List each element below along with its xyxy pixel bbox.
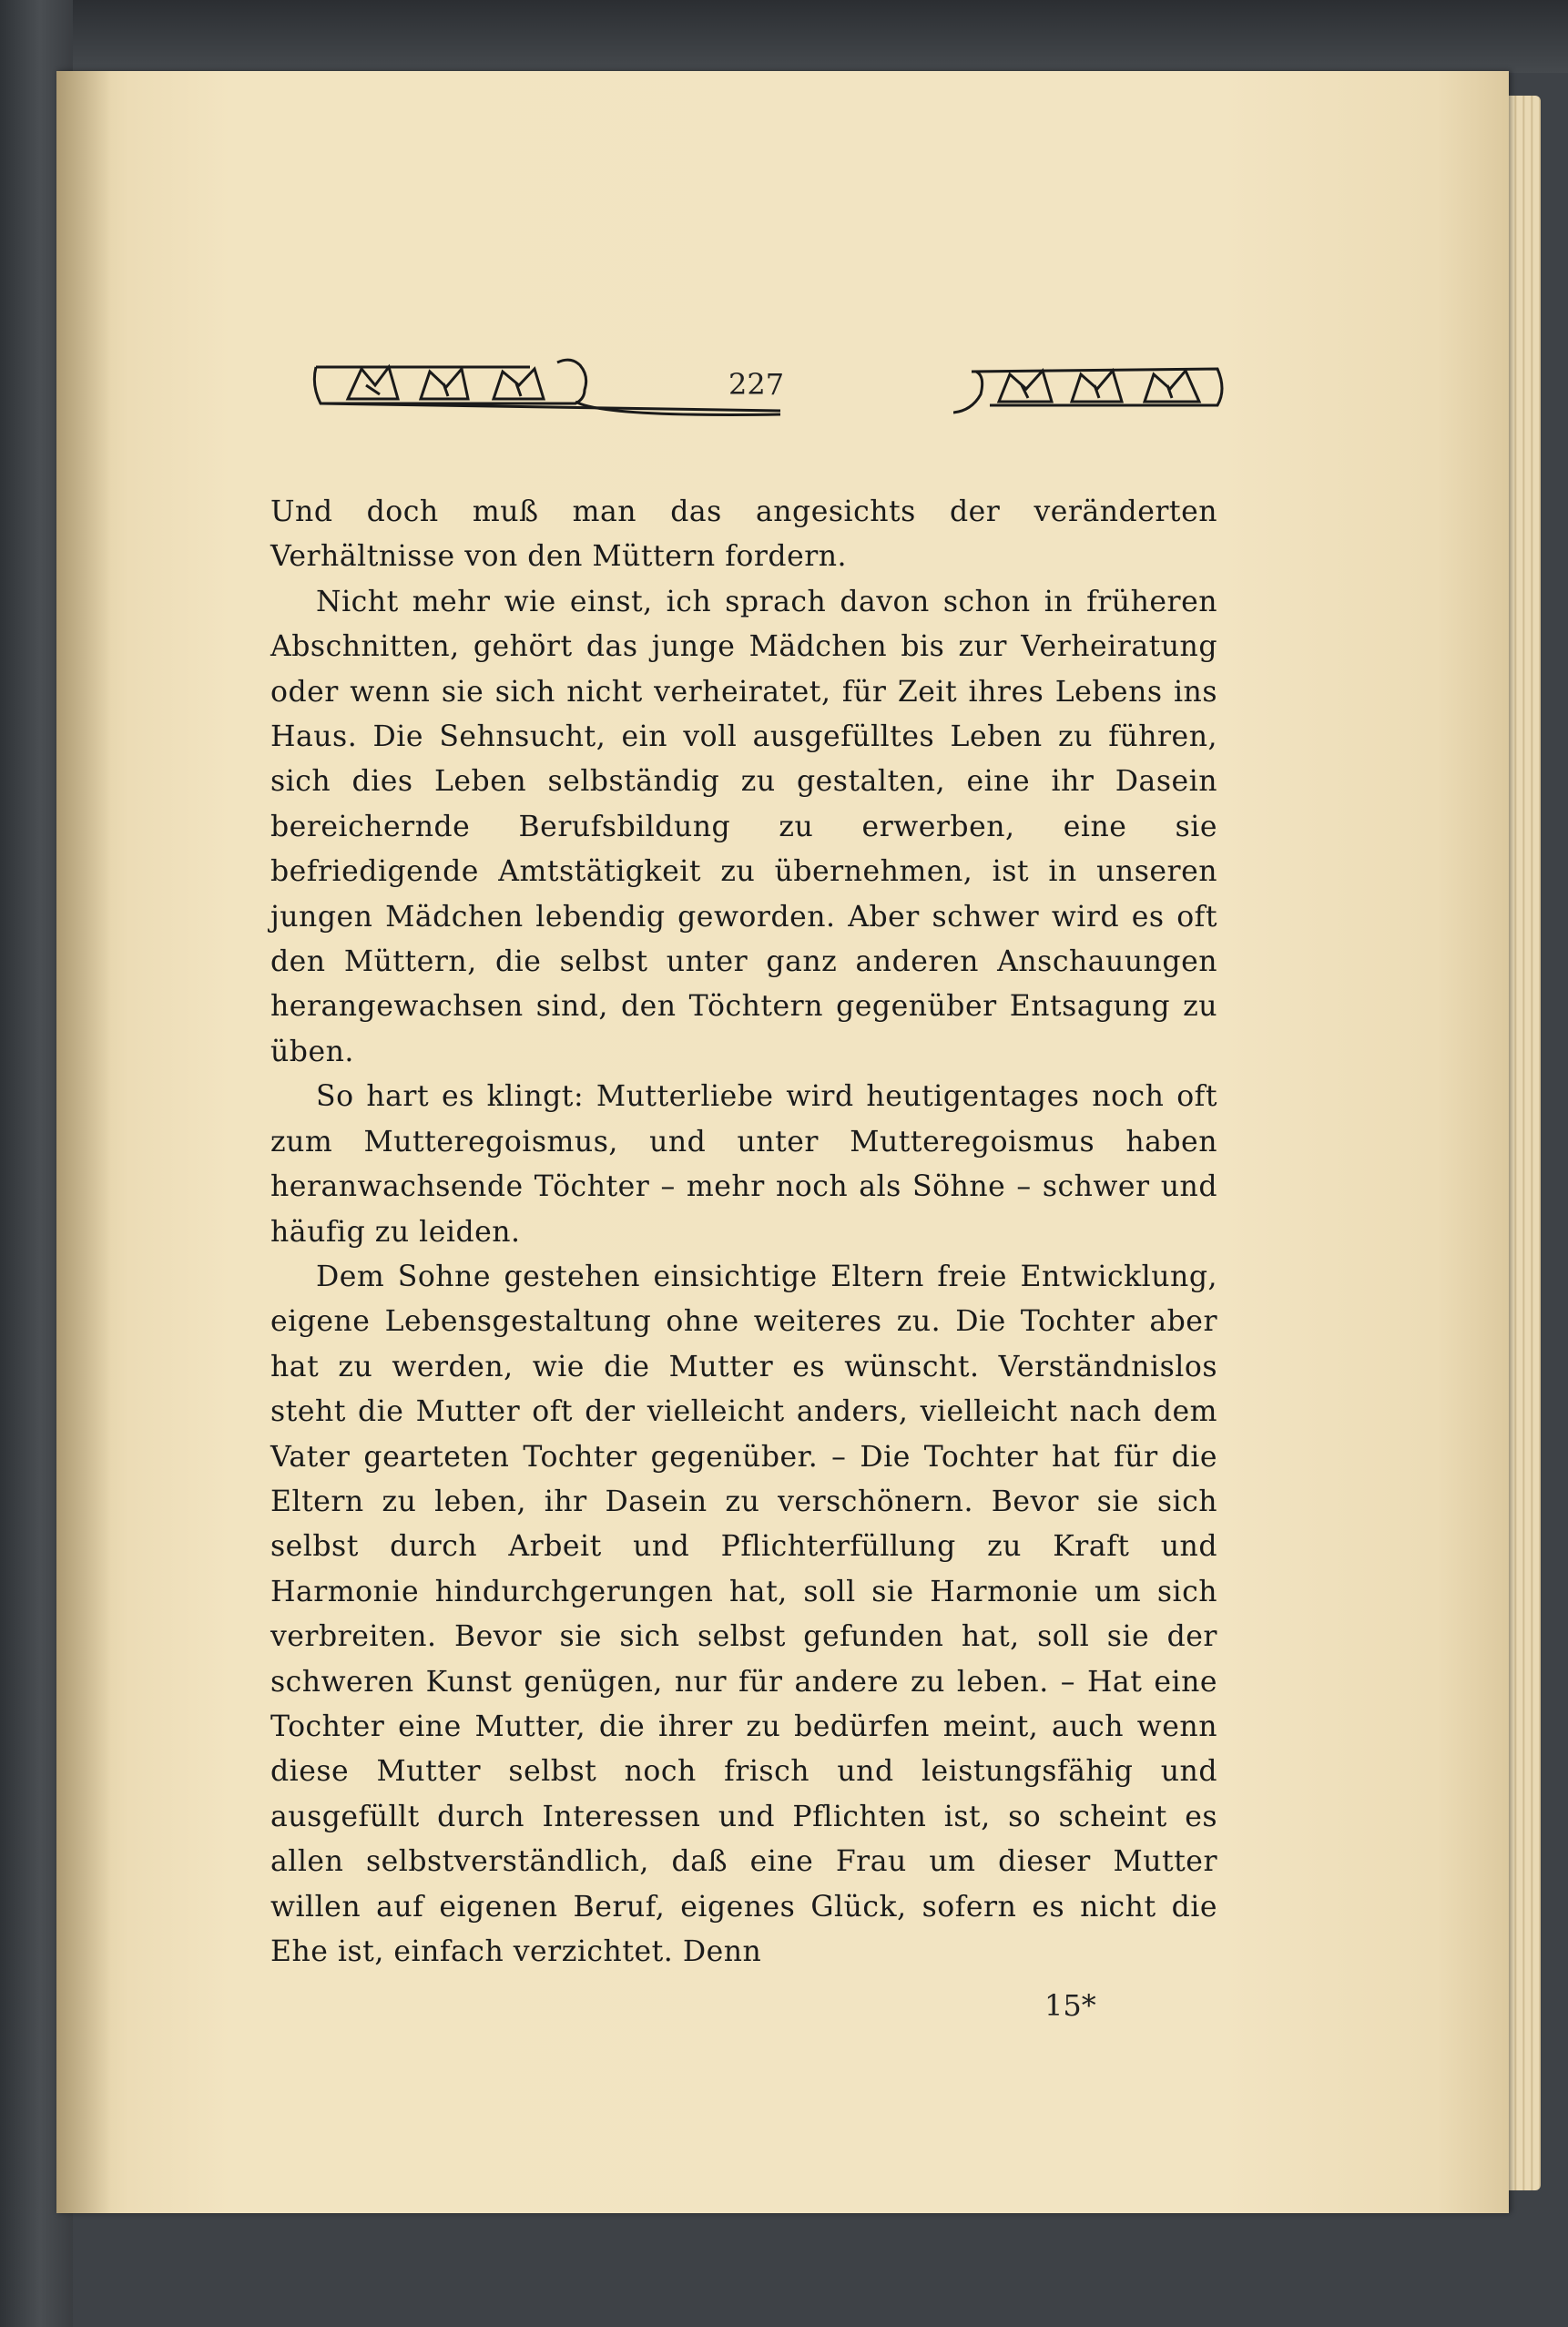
paragraph: Nicht mehr wie einst, ich sprach davon schon in früheren Abschnitten, gehört das junge Mädchen bis zur Verheiratung oder wenn sie sich nicht verheiratet, für Zeit ihres Lebens ins Haus. Die Sehnsucht, ein voll ausgefülltes Leben zu führen, sich dies Leben selbständig zu gestalten, eine ihr Dasein bereichernde Berufsbildung zu erwerben, eine sie befriedigende Amtstätigkeit zu übernehmen, ist in unseren jungen Mädchen lebendig geworden. Aber schwer wird es oft den Müttern, die selbst unter ganz anderen Anschauungen herangewachsen sind, den Töchtern gegenüber Entsagung zu üben. (270, 585, 1217, 1068)
ivy-ornament-right-icon (953, 349, 1227, 431)
gutter-shadow (56, 71, 111, 2213)
book-cover-top (0, 0, 1568, 73)
page-header (248, 294, 1231, 458)
paragraph: So hart es klingt: Mutterliebe wird heutigentages noch oft zum Mutteregoismus, und unter Mutteregoismus haben heranwachsende Töchter – mehr noch als Söhne – schwer und häufig zu leiden. (270, 1080, 1217, 1249)
body-text (270, 490, 1217, 1975)
ivy-ornament-left-icon (311, 349, 785, 422)
page-number: 227 (728, 367, 785, 402)
paragraph: Dem Sohne gestehen einsichtige Eltern freie Entwicklung, eigene Lebensgestaltung ohne weiteres zu. Die Tochter aber hat zu werden, wie die Mutter es wünscht. Verständnislos steht die Mutter oft der vielleicht anders, vielleicht nach dem Vater gearteten Tochter gegenüber. – Die Tochter hat für die Eltern zu leben, ihr Dasein zu verschönern. Bevor sie sich selbst durch Arbeit und Pflichterfüllung zu Kraft und Harmonie hindurchgerungen hat, soll sie Harmonie um sich verbreiten. Bevor sie sich selbst gefunden hat, soll sie der schweren Kunst genügen, nur für andere zu leben. – Hat eine Tochter eine Mutter, die ihrer zu bedürfen meint, auch wenn diese Mutter selbst noch frisch und leistungsfähig und ausgefüllt durch Interessen und Pflichten ist, so scheint es allen selbstverständlich, daß eine Frau um dieser Mutter willen auf eigenen Beruf, eigenes Glück, sofern es nicht die Ehe ist, einfach verzichtet. Denn (270, 1260, 1217, 1968)
book-page (56, 71, 1509, 2213)
signature-mark: 15* (1044, 1988, 1096, 2023)
paragraph: Und doch muß man das angesichts der veränderten Verhältnisse von den Müttern fordern. (270, 495, 1217, 574)
